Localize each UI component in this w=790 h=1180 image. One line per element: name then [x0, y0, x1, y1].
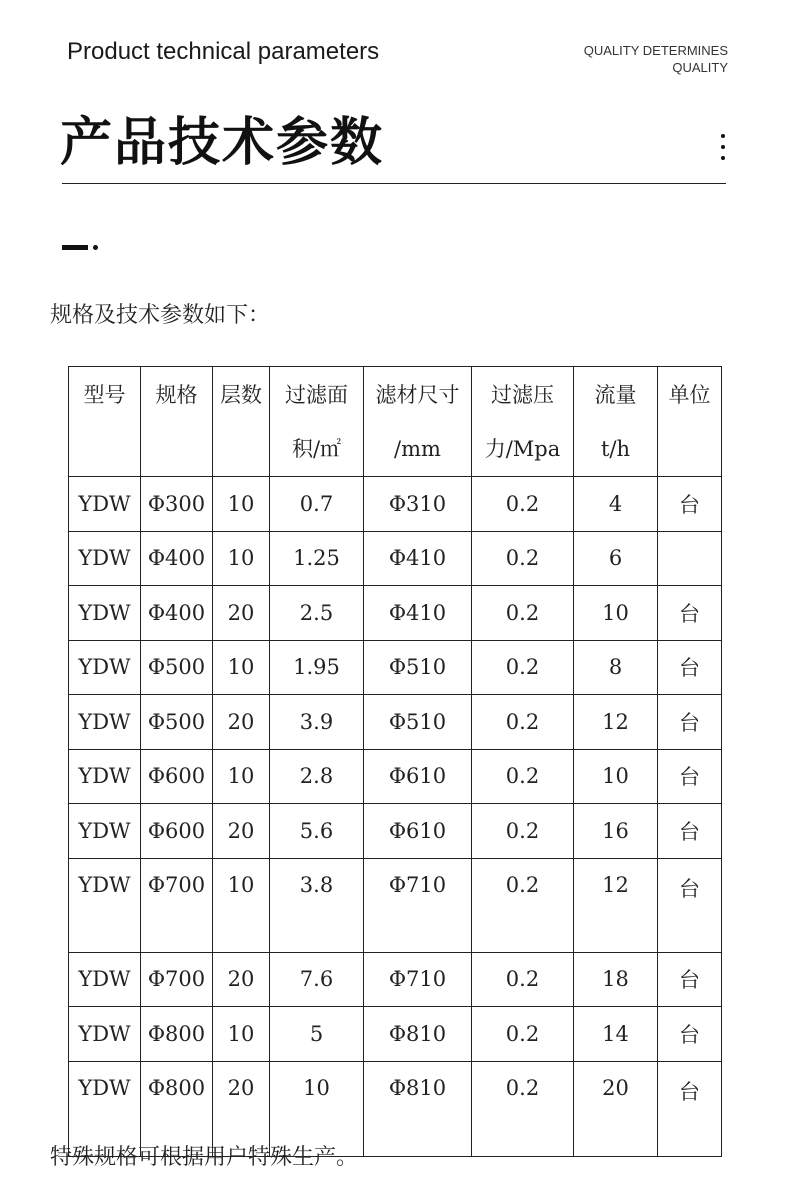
table-row	[69, 695, 722, 750]
table-cell: 台	[658, 695, 722, 750]
table-cell: Φ300	[141, 477, 213, 532]
table-cell: Φ610	[364, 804, 472, 859]
table-cell: 0.2	[472, 586, 574, 641]
table-cell: YDW	[69, 477, 141, 532]
table-cell: 20	[213, 586, 270, 641]
table-cell: 3.8	[270, 858, 364, 952]
table-cell: 0.2	[472, 477, 574, 532]
header-divider	[62, 183, 726, 184]
table-cell: 台	[658, 1061, 722, 1156]
table-cell: 10	[213, 1007, 270, 1062]
table-cell: 1.25	[270, 531, 364, 586]
table-cell: 0.7	[270, 477, 364, 532]
table-cell: 2.8	[270, 749, 364, 804]
table-cell: Φ400	[141, 531, 213, 586]
table-cell: 10	[574, 586, 658, 641]
english-title: Product technical parameters	[67, 38, 380, 65]
table-cell: 台	[658, 586, 722, 641]
table-cell: 20	[213, 804, 270, 859]
table-cell: Φ610	[364, 749, 472, 804]
table-cell: Φ710	[364, 952, 472, 1007]
table-cell: 台	[658, 952, 722, 1007]
table-row	[69, 749, 722, 804]
column-header-line-2	[69, 422, 140, 476]
table-cell: 4	[574, 477, 658, 532]
table-cell	[658, 531, 722, 586]
table-cell: Φ510	[364, 695, 472, 750]
table-cell: Φ700	[141, 952, 213, 1007]
table-cell: Φ500	[141, 640, 213, 695]
table-cell: 12	[574, 695, 658, 750]
table-cell: 14	[574, 1007, 658, 1062]
table-cell: 台	[658, 858, 722, 952]
column-header-line-1: 层数	[220, 383, 262, 407]
table-cell: 10	[270, 1061, 364, 1156]
table-cell: Φ600	[141, 804, 213, 859]
table-body	[69, 477, 722, 1157]
table-cell: 台	[658, 749, 722, 804]
table-cell: 10	[213, 477, 270, 532]
table-cell: 18	[574, 952, 658, 1007]
table-cell: YDW	[69, 1007, 141, 1062]
column-header-line-2	[213, 422, 269, 476]
table-cell: 台	[658, 1007, 722, 1062]
table-cell: 10	[213, 749, 270, 804]
table-row	[69, 1007, 722, 1062]
page-title: 产品技术参数	[60, 113, 385, 173]
table-cell: Φ400	[141, 586, 213, 641]
table-cell: 0.2	[472, 1061, 574, 1156]
footer-note: 特殊规格可根据用户特殊生产。	[50, 1145, 359, 1170]
table-cell: Φ800	[141, 1007, 213, 1062]
column-header	[658, 367, 722, 477]
column-header-line-1: 规格	[155, 383, 198, 407]
table-cell: 0.2	[472, 858, 574, 952]
column-header-line-2	[658, 422, 721, 476]
table-cell: 0.2	[472, 1007, 574, 1062]
table-cell: YDW	[69, 531, 141, 586]
table-cell: 台	[658, 640, 722, 695]
table-cell: 20	[213, 695, 270, 750]
table-row	[69, 952, 722, 1007]
table-cell: Φ410	[364, 531, 472, 586]
column-header-line-2: t/h	[600, 437, 631, 461]
table-row	[69, 477, 722, 532]
column-header-line-1: 过滤压	[491, 383, 554, 407]
table-cell: 0.2	[472, 749, 574, 804]
table-cell: 2.5	[270, 586, 364, 641]
table-cell: 20	[213, 952, 270, 1007]
column-header-line-1: 过滤面	[285, 383, 348, 407]
table-cell: YDW	[69, 858, 141, 952]
table-cell: 10	[574, 749, 658, 804]
column-header	[69, 367, 141, 477]
table-cell: 10	[213, 640, 270, 695]
table-cell: Φ710	[364, 858, 472, 952]
column-header	[364, 367, 472, 477]
column-header-line-2: 积/㎡	[291, 437, 342, 461]
table-cell: 0.2	[472, 952, 574, 1007]
column-header	[213, 367, 270, 477]
column-header-line-2: /mm	[394, 437, 441, 461]
table-cell: YDW	[69, 695, 141, 750]
table-cell: 0.2	[472, 695, 574, 750]
table-cell: YDW	[69, 749, 141, 804]
table-cell: Φ810	[364, 1007, 472, 1062]
column-header-line-1: 流量	[594, 383, 637, 407]
tagline-line-2: QUALITY	[672, 60, 728, 75]
table-cell: 12	[574, 858, 658, 952]
table-cell: 5.6	[270, 804, 364, 859]
column-header-line-1: 型号	[83, 383, 126, 407]
table-row	[69, 640, 722, 695]
table-cell: 0.2	[472, 531, 574, 586]
table-cell: Φ800	[141, 1061, 213, 1156]
table-cell: YDW	[69, 586, 141, 641]
table-cell: 7.6	[270, 952, 364, 1007]
table-cell: 16	[574, 804, 658, 859]
table-cell: 台	[658, 477, 722, 532]
table-cell: Φ810	[364, 1061, 472, 1156]
dash-decoration-icon	[62, 245, 88, 250]
table-row	[69, 804, 722, 859]
table-cell: 20	[213, 1061, 270, 1156]
table-cell: Φ700	[141, 858, 213, 952]
table-cell: 10	[213, 858, 270, 952]
table-cell: 0.2	[472, 804, 574, 859]
column-header	[141, 367, 213, 477]
table-cell: YDW	[69, 640, 141, 695]
column-header	[574, 367, 658, 477]
tagline	[584, 42, 728, 76]
table-row	[69, 531, 722, 586]
column-header-line-2: 力/Mpa	[484, 437, 561, 461]
table-row	[69, 586, 722, 641]
table-row	[69, 858, 722, 952]
table-cell: 10	[213, 531, 270, 586]
spec-table	[68, 366, 722, 1157]
table-cell: 20	[574, 1061, 658, 1156]
table-cell: 台	[658, 804, 722, 859]
table-cell: YDW	[69, 804, 141, 859]
column-header-line-1: 单位	[668, 383, 711, 407]
tagline-line-1: QUALITY DETERMINES	[583, 43, 728, 58]
table-cell: Φ600	[141, 749, 213, 804]
table-cell: 6	[574, 531, 658, 586]
table-cell: Φ310	[364, 477, 472, 532]
table-cell: YDW	[69, 952, 141, 1007]
table-cell: Φ410	[364, 586, 472, 641]
table-cell: 0.2	[472, 640, 574, 695]
column-header-line-2	[141, 422, 212, 476]
table-cell: 8	[574, 640, 658, 695]
table-cell: 1.95	[270, 640, 364, 695]
table-cell: YDW	[69, 1061, 141, 1156]
vertical-dots-icon	[720, 134, 725, 160]
table-header-row	[69, 367, 722, 477]
intro-text: 规格及技术参数如下：	[50, 303, 271, 328]
column-header	[472, 367, 574, 477]
table-cell: Φ510	[364, 640, 472, 695]
table-cell: 5	[270, 1007, 364, 1062]
column-header-line-1: 滤材尺寸	[375, 383, 460, 407]
dot-decoration-icon	[93, 245, 98, 250]
table-cell: Φ500	[141, 695, 213, 750]
column-header	[270, 367, 364, 477]
table-cell: 3.9	[270, 695, 364, 750]
